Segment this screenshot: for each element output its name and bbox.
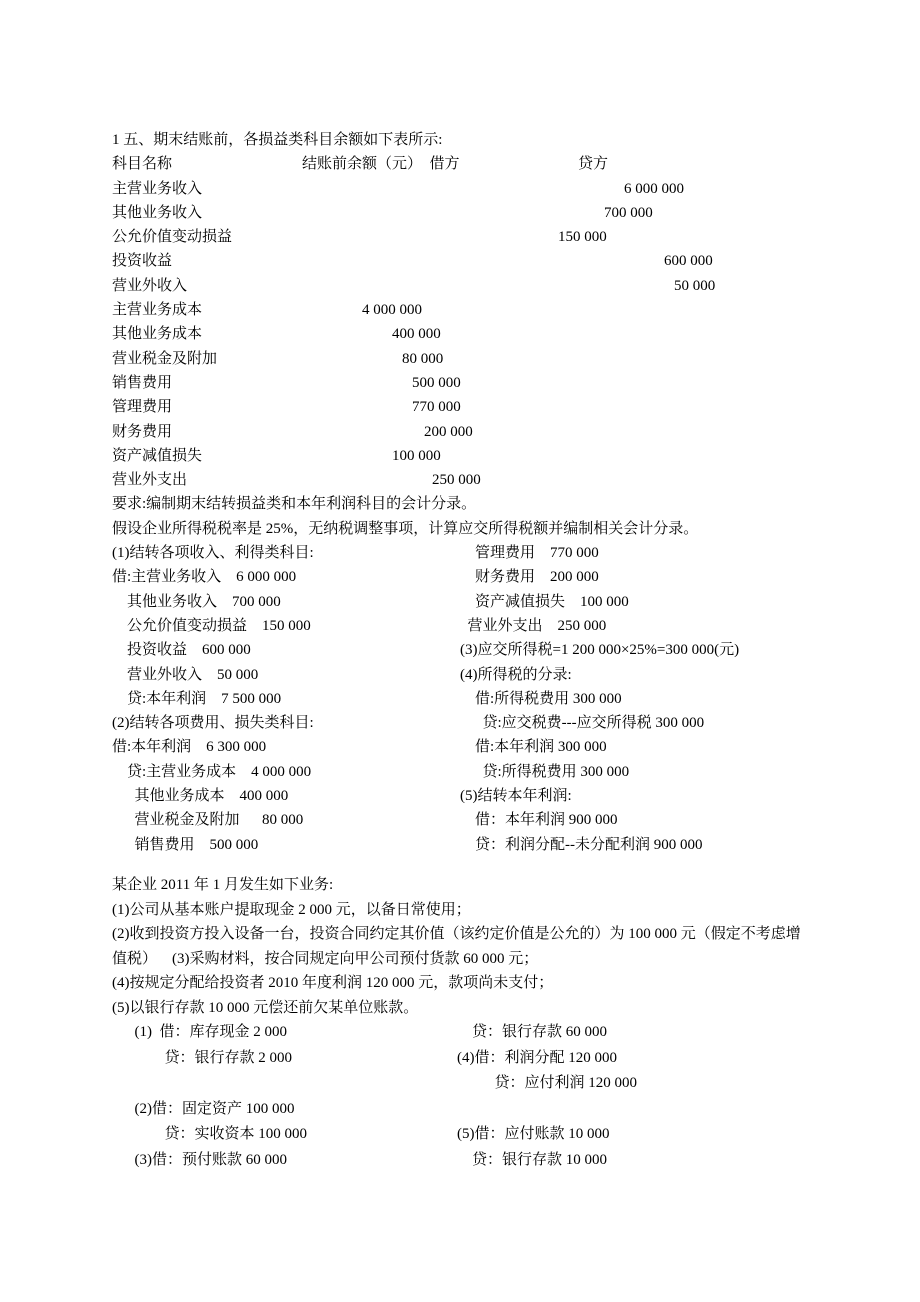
row-credit-text: 700 000 <box>604 204 653 221</box>
answer-row <box>112 784 812 808</box>
row-credit <box>512 371 812 395</box>
row-debit <box>302 371 512 395</box>
entry-row <box>112 1148 812 1174</box>
answer-right: 贷：利润分配--未分配利润 900 000 <box>460 836 703 853</box>
entry-left: 贷：实收资本 100 000 <box>112 1126 308 1143</box>
answer-left: 贷:主营业务成本 4 000 000 <box>112 763 312 780</box>
entry-left: (3)借：预付账款 60 000 <box>112 1151 287 1168</box>
table-row <box>112 274 812 298</box>
answer-right: (5)结转本年利润: <box>460 788 572 805</box>
answer-right: 管理费用 770 000 <box>460 545 599 562</box>
entry-left: 贷：银行存款 2 000 <box>112 1049 293 1066</box>
row-name: 财务费用 <box>112 423 173 440</box>
header-debit: 借方 <box>429 156 460 173</box>
header-credit-text: 贷方 <box>578 156 609 173</box>
answer-row <box>112 614 812 638</box>
entry-row <box>112 1122 812 1148</box>
entry-right: 贷：应付利润 120 000 <box>442 1075 638 1092</box>
answer-right: 贷:所得税费用 300 000 <box>460 763 630 780</box>
row-credit <box>512 177 812 201</box>
row-name: 管理费用 <box>112 399 173 416</box>
answer-left: 借:本年利润 6 300 000 <box>112 739 267 756</box>
row-credit <box>512 347 812 371</box>
row-credit-text: 600 000 <box>664 253 713 270</box>
answer-left: 营业外收入 50 000 <box>112 666 259 683</box>
row-credit <box>512 322 812 346</box>
answer-row <box>112 541 812 565</box>
row-name: 营业外支出 <box>112 472 188 489</box>
row-name: 公允价值变动损益 <box>112 229 233 246</box>
entry-right <box>442 1097 812 1123</box>
row-name: 销售费用 <box>112 374 173 391</box>
row-debit <box>302 201 512 225</box>
entry-right: (4)借：利润分配 120 000 <box>442 1049 617 1066</box>
answer-right: (3)应交所得税=1 200 000×25%=300 000(元) <box>460 642 740 659</box>
row-debit-text: 770 000 <box>412 399 461 416</box>
row-name: 营业外收入 <box>112 277 188 294</box>
row-debit <box>302 249 512 273</box>
business-entries-table <box>112 1020 812 1173</box>
entry-row <box>112 1097 812 1123</box>
answer-right: 营业外支出 250 000 <box>460 617 607 634</box>
row-name: 资产减值损失 <box>112 447 203 464</box>
table-row <box>112 468 812 492</box>
entry-row <box>112 1020 812 1046</box>
row-debit <box>302 347 512 371</box>
row-credit <box>512 274 812 298</box>
answer-right: 借：本年利润 900 000 <box>460 812 618 829</box>
table-row <box>112 420 812 444</box>
header-credit <box>512 152 812 176</box>
answer-left: 销售费用 500 000 <box>112 836 259 853</box>
row-name: 营业税金及附加 <box>112 350 218 367</box>
table-row <box>112 395 812 419</box>
row-credit <box>512 395 812 419</box>
balance-table <box>112 152 812 492</box>
answer-row <box>112 638 812 662</box>
answer-left: (1)结转各项收入、利得类科目: <box>112 545 314 562</box>
row-name: 其他业务成本 <box>112 326 203 343</box>
row-credit-text: 150 000 <box>558 229 607 246</box>
answer-left: 贷:本年利润 7 500 000 <box>112 690 282 707</box>
section-gap <box>112 857 812 873</box>
business-item-3: (4)按规定分配给投资者 2010 年度利润 120 000 元，款项尚未支付； <box>112 975 554 992</box>
row-debit-text: 4 000 000 <box>362 302 422 319</box>
answer-table <box>112 541 812 857</box>
row-credit <box>512 201 812 225</box>
answer-row <box>112 711 812 735</box>
table-row <box>112 249 812 273</box>
row-credit <box>512 249 812 273</box>
row-credit <box>512 420 812 444</box>
entry-right: 贷：银行存款 10 000 <box>442 1151 608 1168</box>
row-debit <box>302 177 512 201</box>
answer-row <box>112 663 812 687</box>
answer-left: 借:主营业务收入 6 000 000 <box>112 569 297 586</box>
row-credit-text: 50 000 <box>674 277 716 294</box>
table-row <box>112 444 812 468</box>
answer-left: 投资收益 600 000 <box>112 642 251 659</box>
business-item-1: (1)公司从基本账户提取现金 2 000 元，以备日常使用； <box>112 901 471 918</box>
row-debit-text: 80 000 <box>402 350 444 367</box>
business-intro: 某企业 2011 年 1 月发生如下业务: <box>112 876 334 893</box>
answer-right: 借:所得税费用 300 000 <box>460 690 622 707</box>
row-debit <box>302 298 512 322</box>
table-row <box>112 371 812 395</box>
entry-right: (5)借：应付账款 10 000 <box>442 1126 610 1143</box>
row-name: 其他业务收入 <box>112 204 203 221</box>
row-debit <box>302 322 512 346</box>
table-row <box>112 225 812 249</box>
row-name: 主营业务收入 <box>112 180 203 197</box>
entry-row <box>112 1046 812 1072</box>
answer-row <box>112 760 812 784</box>
row-debit <box>302 420 512 444</box>
answer-row <box>112 808 812 832</box>
document-heading: 1 五、期末结账前，各损益类科目余额如下表所示: <box>112 132 443 148</box>
answer-row <box>112 565 812 589</box>
answer-right: (4)所得税的分录: <box>460 666 572 683</box>
answer-left: 公允价值变动损益 150 000 <box>112 617 311 634</box>
row-name: 投资收益 <box>112 253 173 270</box>
requirement-one: 要求:编制期末结转损益类和本年利润科目的会计分录。 <box>112 496 477 513</box>
row-credit <box>512 444 812 468</box>
row-debit <box>302 444 512 468</box>
header-pre-balance <box>302 152 512 176</box>
answer-row <box>112 687 812 711</box>
entry-row <box>112 1071 812 1097</box>
row-credit <box>512 468 812 492</box>
row-debit-text: 200 000 <box>424 423 473 440</box>
row-debit-text: 400 000 <box>392 326 441 343</box>
entry-left <box>112 1071 442 1097</box>
table-row <box>112 347 812 371</box>
table-row <box>112 201 812 225</box>
table-row <box>112 298 812 322</box>
row-debit <box>302 468 512 492</box>
row-debit <box>302 274 512 298</box>
answer-right: 借:本年利润 300 000 <box>460 739 607 756</box>
header-pre-balance-text: 结账前余额（元） <box>302 156 423 173</box>
row-debit-text: 250 000 <box>432 472 481 489</box>
answer-left: (2)结转各项费用、损失类科目: <box>112 715 314 732</box>
table-header-row <box>112 152 812 176</box>
answer-right: 财务费用 200 000 <box>460 569 599 586</box>
requirement-two: 假设企业所得税税率是 25%，无纳税调整事项，计算应交所得税额并编制相关会计分录。 <box>112 520 699 537</box>
answer-left: 营业税金及附加 80 000 <box>112 812 304 829</box>
answer-row <box>112 590 812 614</box>
answer-row <box>112 735 812 759</box>
business-item-4: (5)以银行存款 10 000 元偿还前欠某单位账款。 <box>112 999 419 1016</box>
answer-right: 资产减值损失 100 000 <box>460 593 629 610</box>
header-account-name: 科目名称 <box>112 156 173 173</box>
answer-left: 其他业务成本 400 000 <box>112 788 289 805</box>
row-debit-text: 500 000 <box>412 374 461 391</box>
entry-left: (1) 借：库存现金 2 000 <box>112 1024 287 1041</box>
row-debit <box>302 395 512 419</box>
answer-row <box>112 833 812 857</box>
entry-left: (2)借：固定资产 100 000 <box>112 1100 295 1117</box>
document-body <box>112 128 812 1173</box>
row-name: 主营业务成本 <box>112 302 203 319</box>
row-credit <box>512 225 812 249</box>
answer-right: 贷:应交税费---应交所得税 300 000 <box>460 715 705 732</box>
answer-left: 其他业务收入 700 000 <box>112 593 281 610</box>
row-credit-text: 6 000 000 <box>624 180 684 197</box>
business-item-2: (2)收到投资方投入设备一台，投资合同约定其价值（该约定价值是公允的）为 100 000 元（假定不考虑增值税） (3)采购材料，按合同规定向甲公司预付货款 60 000 元； <box>112 926 801 967</box>
row-credit <box>512 298 812 322</box>
row-debit <box>302 225 512 249</box>
table-row <box>112 177 812 201</box>
row-debit-text: 100 000 <box>392 447 441 464</box>
table-row <box>112 322 812 346</box>
entry-right: 贷：银行存款 60 000 <box>442 1024 608 1041</box>
